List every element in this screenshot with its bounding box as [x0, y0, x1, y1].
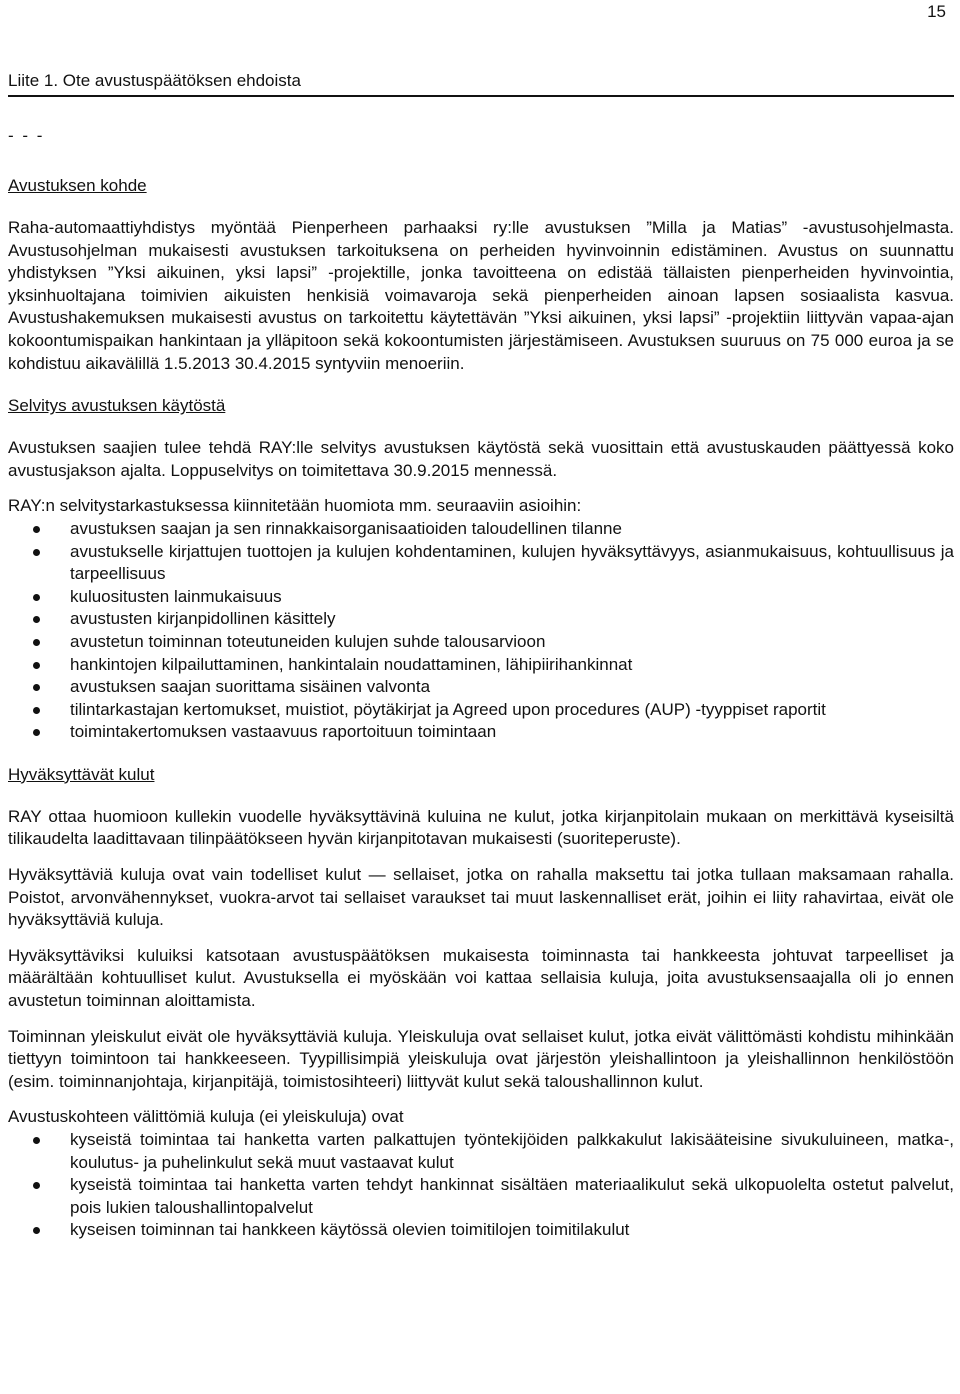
list-item — [8, 1174, 954, 1219]
paragraph-kulut-3: Hyväksyttäviksi kuluiksi katsotaan avustuspäätöksen mukaisesta toiminnasta tai hankkeesta johtuvat tarpeelliset ja määrältään kohtuulliset kulut. Avustuksella ei myöskään voi kattaa sellaisia kuluja, joita avustuksensaajalla oli jo ennen avustetun toiminnan aloittamista. — [8, 945, 954, 1011]
paragraph-kulut-5: Avustuskohteen välittömiä kuluja (ei yleiskuluja) ovat — [8, 1107, 404, 1127]
bullet-icon — [33, 684, 40, 691]
paragraph-kulut-2: Hyväksyttäviä kuluja ovat vain todelliset kulut — sellaiset, jotka on rahalla maksettu tai jotka tullaan maksamaan rahalla. Poistot, arvonvähennykset, vuokra-arvot tai sellaiset varaukset tai muut laskennalliset erät, joihin ei liity rahavirtaa, eivät ole hyväksyttäviä kuluja. — [8, 865, 954, 930]
list-item — [8, 518, 954, 541]
heading-hyvaksyttavat-kulut: Hyväksyttävät kulut — [8, 764, 155, 784]
list-item-text: tilintarkastajan kertomukset, muistiot, pöytäkirjat ja Agreed upon procedures (AUP) -tyyppiset raportit — [70, 699, 826, 719]
selvitys-checklist — [8, 518, 954, 744]
list-item — [8, 631, 954, 654]
valittomat-kulut-list — [8, 1129, 954, 1242]
document-header-title: Liite 1. Ote avustuspäätöksen ehdoista — [8, 70, 954, 97]
omission-dashes: - - - — [8, 126, 45, 145]
list-item-text: kyseistä toimintaa tai hanketta varten tehdyt hankinnat sisältäen materiaalikulut sekä ulkopuolelta ostetut palvelut, pois lukien taloushallintopalvelut — [70, 1175, 954, 1217]
list-item — [8, 1219, 954, 1242]
list-item-text: avustuksen saajan ja sen rinnakkaisorganisaatioiden taloudellinen tilanne — [70, 518, 622, 538]
list-item-text: hankintojen kilpailuttaminen, hankintalain noudattaminen, lähipiirihankinnat — [70, 654, 633, 674]
list-item — [8, 541, 954, 586]
list-item — [8, 676, 954, 699]
list-item — [8, 586, 954, 609]
bullet-icon — [33, 549, 40, 556]
paragraph-kulut-1: RAY ottaa huomioon kullekin vuodelle hyväksyttävinä kuluina ne kulut, jotka kirjanpitolain mukaan on merkittävä kyseisiltä tilikaudelta laadittavaan tilinpäätökseen hyvän kirjanpitotavan mukaisesti (suoriteperuste). — [8, 806, 954, 849]
bullet-icon — [33, 1182, 40, 1189]
bullet-icon — [33, 526, 40, 533]
page-number: 15 — [927, 2, 946, 21]
heading-selvitys: Selvitys avustuksen käytöstä — [8, 396, 226, 416]
paragraph-kulut-4: Toiminnan yleiskulut eivät ole hyväksyttäviä kuluja. Yleiskuluja ovat sellaiset kulut, jotka eivät välittömästi kohdistu mihinkään tiettyyn toimintoon tai hankkeeseen. Tyypillisimpiä yleiskuluja ovat järjestön yleishallintoon ja yleishallinnon henkilöstöön (esim. toiminnanjohtaja, kirjanpitäjä, toimistosihteeri) liittyvät kulut sekä taloushallinnon kulut. — [8, 1026, 954, 1091]
bullet-icon — [33, 594, 40, 601]
list-item-text: avustuksen saajan suorittama sisäinen valvonta — [70, 677, 431, 697]
list-item — [8, 721, 954, 744]
document-page — [8, 0, 954, 1242]
bullet-icon — [33, 729, 40, 736]
list-item-text: toimintakertomuksen vastaavuus raportoituun toimintaan — [70, 722, 497, 742]
paragraph-selvitys-2: RAY:n selvitystarkastuksessa kiinnitetään huomiota mm. seuraaviin asioihin: — [8, 496, 582, 516]
list-item-text: avustetun toiminnan toteutuneiden kulujen suhde talousarvioon — [70, 631, 546, 651]
list-item-text: kyseisen toiminnan tai hankkeen käytössä olevien toimitilojen toimitilakulut — [70, 1220, 630, 1240]
list-item — [8, 654, 954, 677]
list-item-text: kuluositusten lainmukaisuus — [70, 586, 282, 606]
bullet-icon — [33, 1137, 40, 1144]
list-item — [8, 608, 954, 631]
list-item-text: avustusten kirjanpidollinen käsittely — [70, 609, 336, 629]
bullet-icon — [33, 639, 40, 646]
bullet-icon — [33, 707, 40, 714]
paragraph-selvitys-1: Avustuksen saajien tulee tehdä RAY:lle selvitys avustuksen käytöstä sekä vuosittain että avustuskauden päättyessä koko avustusjakson ajalta. Loppuselvitys on toimitettava 30.9.2015 mennessä. — [8, 438, 954, 480]
list-item-text: avustukselle kirjattujen tuottojen ja kulujen kohdentaminen, kulujen hyväksyttävyys, asianmukaisuus, kohtuullisuus ja tarpeellisuus — [70, 541, 954, 584]
bullet-icon — [33, 616, 40, 623]
heading-avustuksen-kohde: Avustuksen kohde — [8, 176, 147, 195]
bullet-icon — [33, 1227, 40, 1234]
list-item-text: kyseistä toimintaa tai hanketta varten palkattujen työntekijöiden palkkakulut lakisääteisine sivukuluineen, matka-, koulutus- ja puhelinkulut sekä muut vastaavat kulut — [70, 1130, 954, 1172]
list-item — [8, 699, 954, 722]
list-item — [8, 1129, 954, 1174]
paragraph-avustuksen-kohde: Raha-automaattiyhdistys myöntää Pienperheen parhaaksi ry:lle avustuksen ”Milla ja Matias” -avustusohjelmasta. Avustusohjelman mukaisesti avustuksen tarkoituksena on perheiden hyvinvoinnin edistäminen. Avustus on suunnattu yhdistyksen ”Yksi aikuinen, yksi lapsi” -projektille, jonka tavoitteena on edistää tällaisten pienperheiden hyvinvointia, yksinhuoltajana toimivien aikuisten henkisiä voimavaroja sekä pienperheiden ainoan lapsen sosiaalista kasvua. Avustushakemuksen mukaisesti avustus on tarkoitettu käytettävän ”Yksi aikuinen, yksi lapsi” -projektiin liittyvän vapaa-ajan kokoontumispaikan hankintaan ja ylläpitoon sekä kokoontumisten järjestämiseen. Avustuksen suuruus on 75 000 euroa ja se kohdistuu aikavälillä 1.5.2013 30.4.2015 syntyviin menoeriin. — [8, 218, 954, 373]
bullet-icon — [33, 662, 40, 669]
